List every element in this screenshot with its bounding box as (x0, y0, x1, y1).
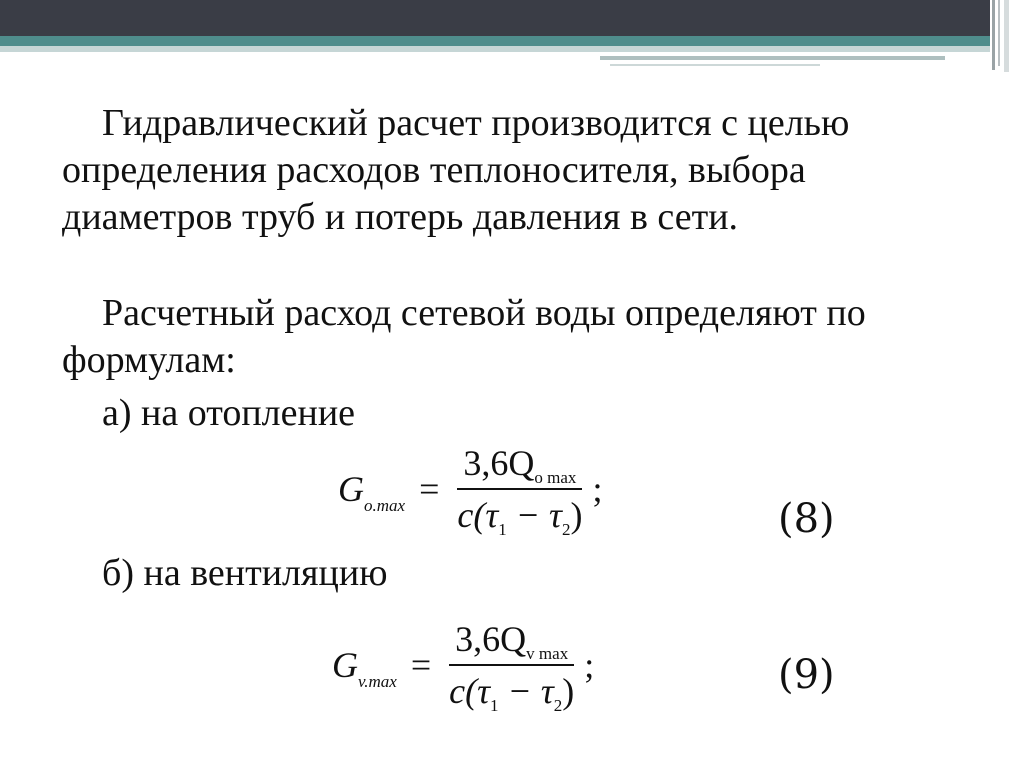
semicolon: ; (584, 645, 595, 685)
item-ventilation: б) на вентиляцию (102, 552, 388, 594)
formula-lhs: $G_{v.max}$ (332, 645, 397, 691)
semicolon: ; (592, 469, 603, 509)
header-underline-thin (610, 64, 820, 66)
right-edge-line (1004, 0, 1009, 72)
paragraph-hydraulic-calculation: Гидравлический расчет производится с целью определения расходов теплоносителя, выбора диаметров труб и потерь давления в сети. (62, 102, 850, 238)
paragraph-design-flow: Расчетный расход сетевой воды определяют по формулам: (62, 292, 866, 381)
equation-number: (9) (778, 652, 835, 698)
denominator: $c(\tau_1 - \tau_2)$ (457, 495, 583, 539)
numerator: $3,6Q_{v max}$ (449, 618, 574, 666)
header-underline (600, 56, 945, 60)
equals-sign: = (419, 469, 440, 509)
right-edge-strip (990, 0, 1024, 768)
header-band-dark (0, 0, 1000, 36)
fraction (451, 442, 588, 539)
right-edge-line (992, 0, 995, 70)
denominator: $c(\tau_1 - \tau_2)$ (449, 671, 575, 715)
formula-heating (338, 442, 603, 539)
item-heating: а) на отопление (102, 392, 356, 434)
fraction (443, 618, 580, 715)
equation-number: (8) (778, 496, 835, 542)
formula-lhs: $G_{o.max}$ (338, 469, 406, 515)
header-band-light (0, 46, 1000, 52)
equals-sign: = (410, 645, 432, 685)
numerator: $3,6Q_{o max}$ (457, 442, 582, 490)
right-edge-line (998, 0, 1000, 66)
header-band-teal (0, 36, 1000, 46)
formula-ventilation (332, 618, 595, 715)
